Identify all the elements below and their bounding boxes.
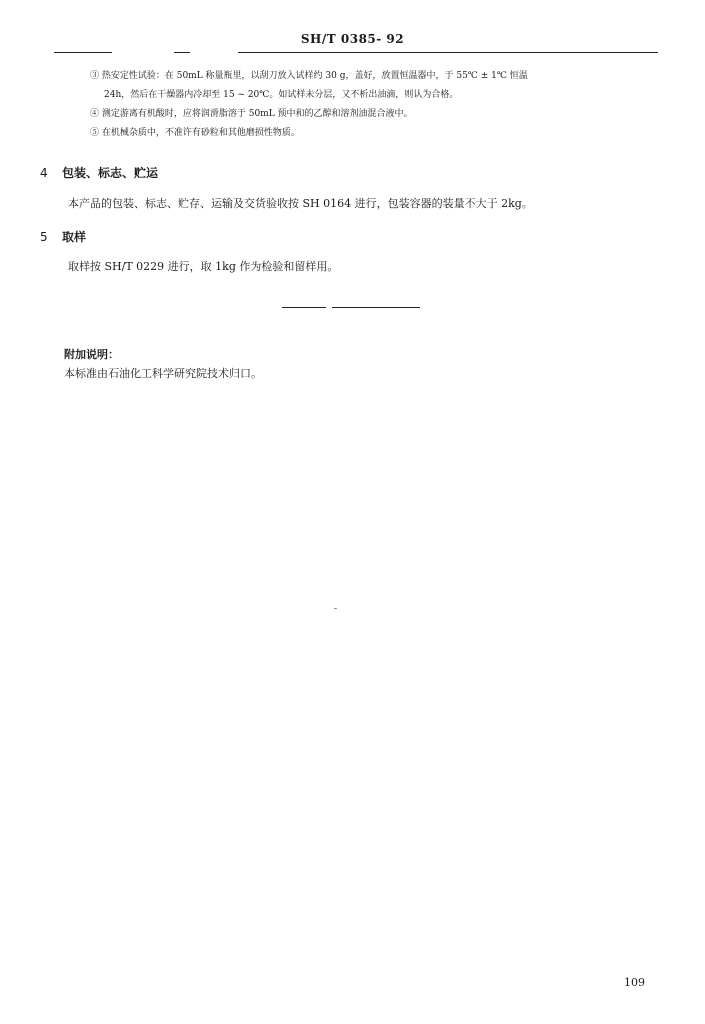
section-heading-4: [40, 164, 158, 181]
additional-notes-text: 本标准由石油化工科学研究院技术归口。: [64, 367, 262, 380]
end-rule: [282, 307, 420, 308]
section-number: 5: [40, 230, 48, 244]
scan-speck: [334, 608, 337, 609]
note-item-3: ③ 热安定性试验：在 50mL 称量瓶里，以刮刀放入试样约 30 g，盖好，放置恒温器中，于 55℃ ± 1℃ 恒温: [90, 71, 528, 81]
additional-notes-title: 附加说明：: [64, 348, 119, 361]
end-rule-gap: [326, 306, 332, 309]
page-number: 109: [624, 976, 645, 989]
section-title: 取样: [62, 230, 87, 244]
note-item-5: ⑤ 在机械杂质中，不准许有砂粒和其他磨损性物质。: [90, 128, 300, 138]
standard-code: SH/T 0385- 92: [300, 32, 405, 46]
header-rule-gap: [112, 51, 174, 54]
note-item-3-continuation: 24h，然后在干燥器内冷却至 15 ~ 20℃。如试样未分层，又不析出油滴，则认为合格。: [104, 90, 459, 100]
section-5-text: 取样按 SH/T 0229 进行，取 1kg 作为检验和留样用。: [68, 260, 339, 273]
note-item-4: ④ 测定游离有机酸时，应将润滑脂溶于 50mL 预中和的乙醇和溶剂油混合液中。: [90, 109, 413, 119]
section-4-text: 本产品的包装、标志、贮存、运输及交货验收按 SH 0164 进行，包装容器的装量不大于 2kg。: [68, 197, 533, 210]
header-rule-gap: [190, 51, 238, 54]
section-title: 包装、标志、贮运: [62, 166, 159, 180]
section-number: 4: [40, 166, 48, 180]
section-heading-5: [40, 228, 86, 245]
